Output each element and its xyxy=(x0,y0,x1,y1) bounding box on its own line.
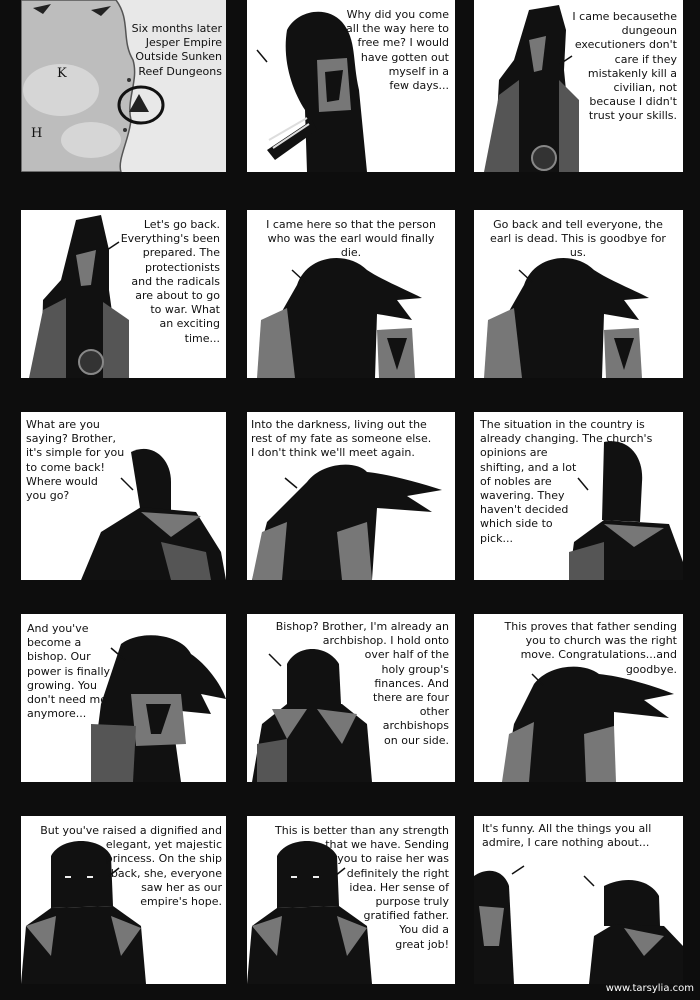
panel-13 xyxy=(21,816,226,984)
panel-4 xyxy=(21,210,226,378)
speech-bishop: This is better than any strength that we have. Sending you to raise her was definitely the right idea. Her sense of purpose truly gratified father. You did a great job! xyxy=(275,824,449,951)
speech-bishop: What are you saying? Brother, it's simple for you to come back! Where would you go? xyxy=(26,418,125,503)
panel-15 xyxy=(474,816,683,984)
panel-2 xyxy=(247,0,455,172)
panel-6 xyxy=(474,210,683,378)
speech-bishop: The situation in the country is already changing. The church's opinions are shifting, and a lot of nobles are wavering. They haven't decided which side to pick... xyxy=(480,418,653,545)
panel-8 xyxy=(247,412,455,580)
site-credit: www.tarsylia.com xyxy=(605,983,694,994)
panel-1-map xyxy=(21,0,226,172)
panel-9 xyxy=(474,412,683,580)
map-label-h: H xyxy=(31,126,43,141)
speech-earl: Why did you come all the way here to free me? I would have gotten out myself in a few days... xyxy=(346,8,449,93)
speech-bishop: But you've raised a dignified and elegant, yet majestic princess. On the ship back, she, everyone saw her as our empire's hope. xyxy=(40,824,222,909)
speech-bishop: And you've become a bishop. Our power is finally growing. You don't need me anymore... xyxy=(27,622,111,721)
speech-bishop: Bishop? Brother, I'm already an archbishop. I hold onto over half of the holy group's finances. And there are four other archbishops on our side. xyxy=(275,620,449,747)
panel-11 xyxy=(247,614,455,782)
panel-10 xyxy=(21,614,226,782)
speech-bishop: Let's go back. Everything's been prepared. The protectionists and the radicals are about to go to war. What an exciting time... xyxy=(120,218,220,345)
panel-3 xyxy=(474,0,683,172)
panel-5 xyxy=(247,210,455,378)
panel-12 xyxy=(474,614,683,782)
speech-earl: Go back and tell everyone, the earl is dead. This is goodbye for us. xyxy=(490,218,666,260)
speech-earl: This proves that father sending you to church was the right move. Congratulations...and goodbye. xyxy=(504,620,677,676)
speech-earl: Into the darkness, living out the rest of my fate as someone else. I don't think we'll meet again. xyxy=(251,418,432,460)
panel-14 xyxy=(247,816,455,984)
caption-location: Six months later Jesper Empire Outside Sunken Reef Dungeons xyxy=(131,22,222,78)
speech-bishop: I came becausethe dungeoun executioners don't care if they mistakenly kill a civilian, not because I didn't trust your skills. xyxy=(572,10,677,123)
speech-earl: I came here so that the person who was the earl would finally die. xyxy=(266,218,436,260)
map-label-k: K xyxy=(57,66,67,81)
panel-7 xyxy=(21,412,226,580)
speech-earl: It's funny. All the things you all admire, I care nothing about... xyxy=(482,822,652,850)
